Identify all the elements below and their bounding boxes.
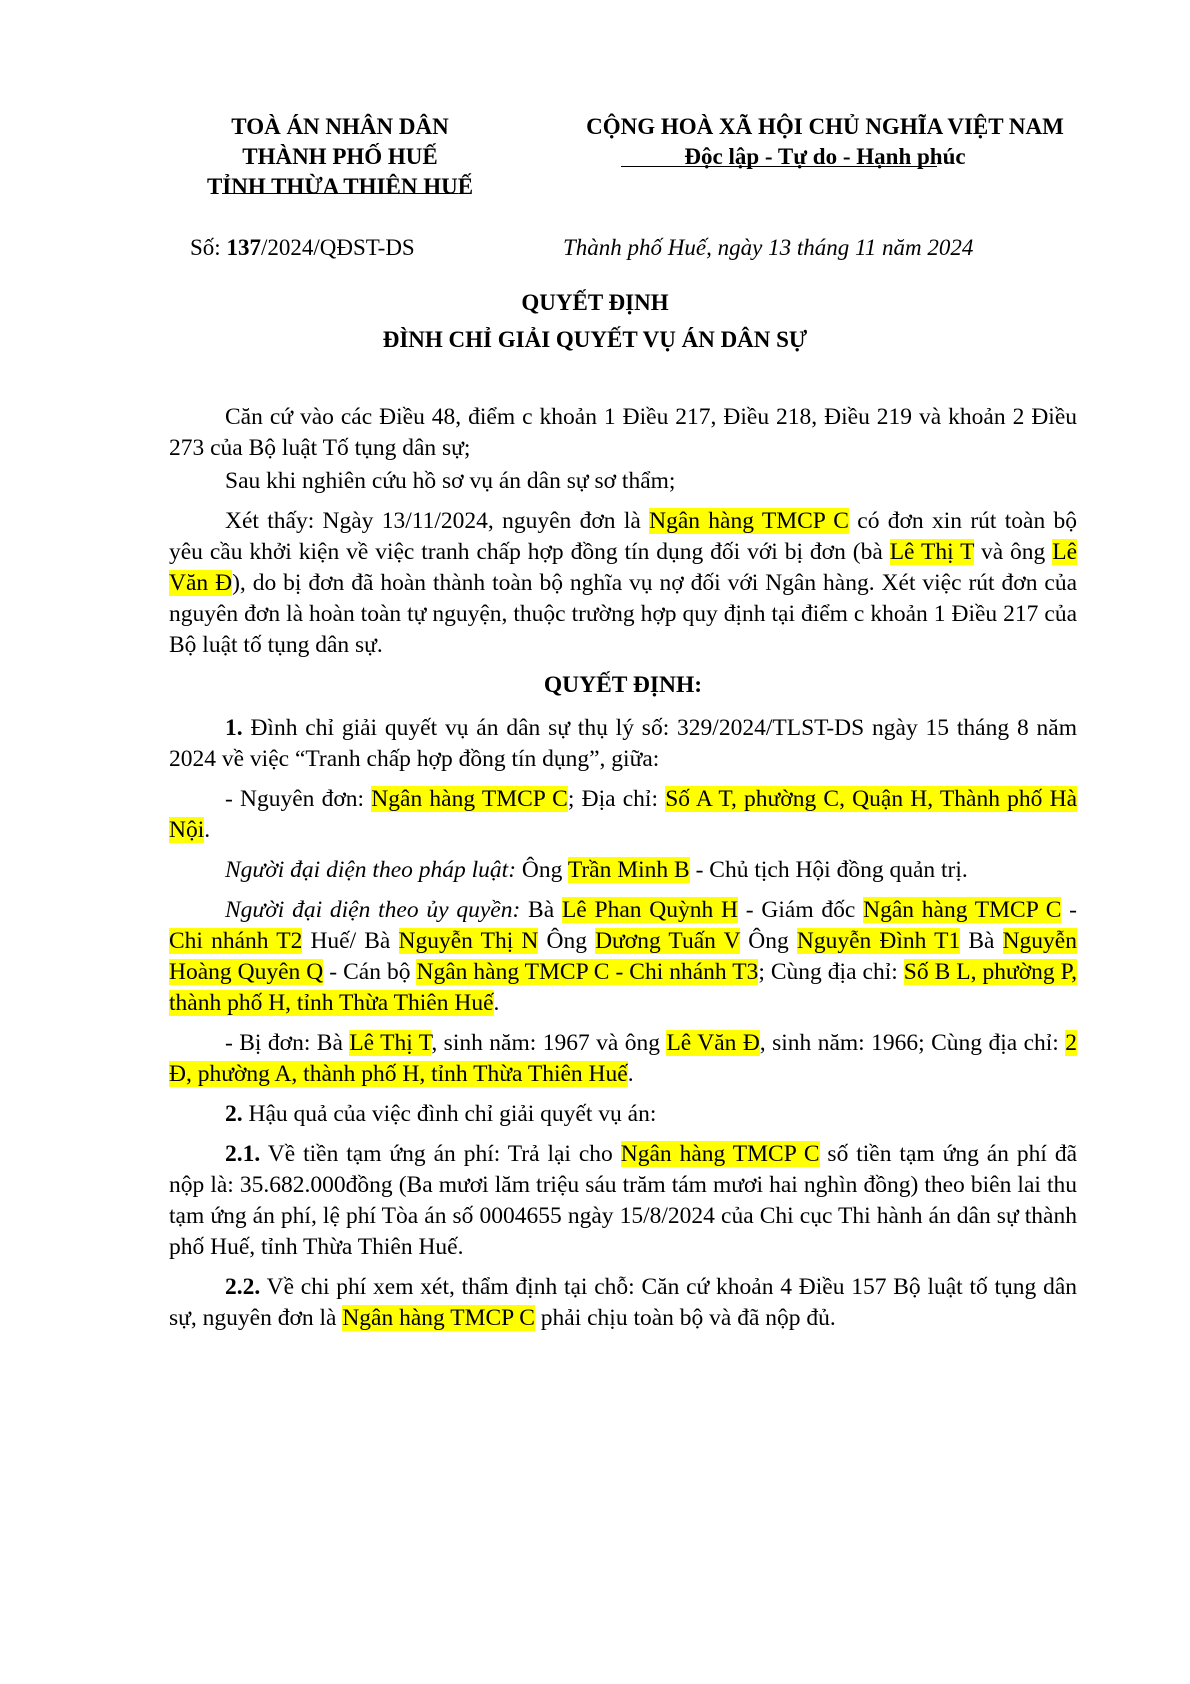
item-2-1: 2.1. Về tiền tạm ứng án phí: Trả lại cho Ngân hàng TMCP C số tiền tạm ứng án phí đã nộp là: 35.682.000đồng (Ba mươi lăm triệu sáu trăm tám mươi hai nghìn đồng) theo biên lai thu tạm ứng án phí, lệ phí Tòa án số 0004655 ngày 15/8/2024 của Chi cục Thi hành án dân sự thành phố Huế, tỉnh Thừa Thiên Huế. [169,1141,1077,1260]
court-name-line3: TỈNH THỪA THIÊN HUẾ [206,174,474,199]
plaintiff-info: - Nguyên đơn: Ngân hàng TMCP C; Địa chỉ: Số A T, phường C, Quận H, Thành phố Hà Nội. [169,786,1077,843]
document-title: QUYẾT ĐỊNH [521,290,669,315]
paragraph-legal-basis: Căn cứ vào các Điều 48, điểm c khoản 1 Điều 217, Điều 218, Điều 219 và khoản 2 Điều 273 của Bộ luật Tố tụng dân sự; [169,404,1077,461]
national-header-underline [621,166,937,167]
item-1: 1. Đình chỉ giải quyết vụ án dân sự thụ lý số: 329/2024/TLST-DS ngày 15 tháng 8 năm 2024 về việc “Tranh chấp hợp đồng tín dụng”, giữa: [169,715,1077,772]
court-header [160,112,520,202]
national-header [545,112,1105,172]
paragraph-considering: Xét thấy: Ngày 13/11/2024, nguyên đơn là Ngân hàng TMCP C có đơn xin rút toàn bộ yêu cầu khởi kiện về việc tranh chấp hợp đồng tín dụng đối với bị đơn (bà Lê Thị T và ông Lê Văn Đ), do bị đơn đã hoàn thành toàn bộ nghĩa vụ nợ đối với Ngân hàng. Xét việc rút đơn của nguyên đơn là hoàn toàn tự nguyện, thuộc trường hợp quy định tại điểm c khoản 1 Điều 217 của Bộ luật tố tụng dân sự. [169,508,1078,658]
defendant-info: - Bị đơn: Bà Lê Thị T, sinh năm: 1967 và ông Lê Văn Đ, sinh năm: 1966; Cùng địa chỉ: 2 Đ, phường A, thành phố H, tỉnh Thừa Thiên Huế. [169,1030,1078,1087]
place-date: Thành phố Huế, ngày 13 tháng 11 năm 2024 [563,235,974,260]
court-name-line1: TOÀ ÁN NHÂN DÂN [231,114,449,139]
document-body [169,402,1077,1343]
paragraph-review: Sau khi nghiên cứu hồ sơ vụ án dân sự sơ thẩm; [225,468,676,494]
document-number: Số: 137/2024/QĐST-DS [190,235,415,260]
document-subtitle: ĐÌNH CHỈ GIẢI QUYẾT VỤ ÁN DÂN SỰ [382,327,808,352]
item-2-2: 2.2. Về chi phí xem xét, thẩm định tại chỗ: Căn cứ khoản 4 Điều 157 Bộ luật tố tụng dân sự, nguyên đơn là Ngân hàng TMCP C phải chịu toàn bộ và đã nộp đủ. [169,1274,1077,1331]
court-name-line2: THÀNH PHỐ HUẾ [242,144,438,169]
national-motto-line1: CỘNG HOÀ XÃ HỘI CHỦ NGHĨA VIỆT NAM [586,114,1064,139]
court-header-underline [222,193,458,194]
national-motto-line2: Độc lập - Tự do - Hạnh phúc [684,144,966,169]
legal-representative: Người đại diện theo pháp luật: Ông Trần Minh B - Chủ tịch Hội đồng quản trị. [225,857,968,883]
authorized-representative: Người đại diện theo ủy quyền: Bà Lê Phan Quỳnh H - Giám đốc Ngân hàng TMCP C - Chi nhánh T2 Huế/ Bà Nguyễn Thị N Ông Dương Tuấn V Ông Nguyễn Đình T1 Bà Nguyễn Hoàng Quyên Q - Cán bộ Ngân hàng TMCP C - Chi nhánh T3; Cùng địa chỉ: Số B L, phường P, thành phố H, tỉnh Thừa Thiên Huế. [169,897,1078,1016]
item-2: 2. Hậu quả của việc đình chỉ giải quyết vụ án: [225,1101,657,1127]
decision-heading: QUYẾT ĐỊNH: [543,672,703,698]
